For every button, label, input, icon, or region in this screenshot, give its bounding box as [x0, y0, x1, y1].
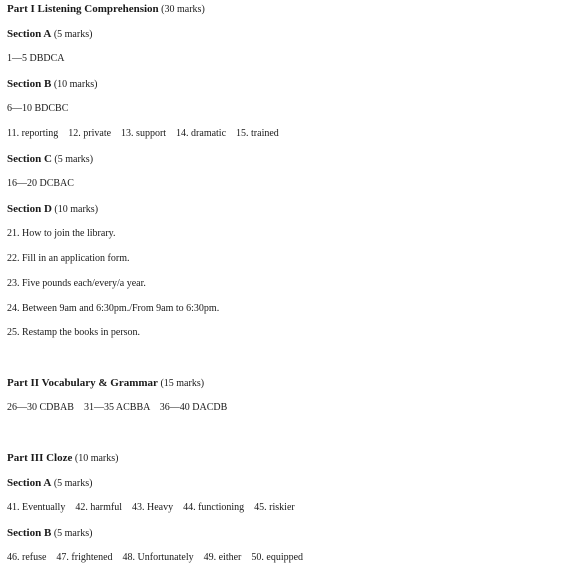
- part3-sectionA-words: 41. Eventually 42. harmful 43. Heavy 44. functioning 45. riskier: [7, 502, 295, 513]
- part3-sectionA-heading: Section A: [7, 477, 52, 489]
- part1-sectionD-item-24: 24. Between 9am and 6:30pm./From 9am to 6:30pm.: [7, 303, 220, 314]
- part1-heading-line: [7, 3, 205, 15]
- part1-sectionD-item-21: 21. How to join the library.: [7, 228, 116, 239]
- part1-sectionA-marks: (5 marks): [53, 29, 93, 40]
- part1-sectionB-marks: (10 marks): [53, 79, 98, 90]
- part3-marks: (10 marks): [74, 453, 119, 464]
- part1-sectionB-heading: Section B: [7, 78, 52, 90]
- part1-sectionD-heading-line: [7, 203, 98, 215]
- part3-heading: Part III Cloze: [7, 452, 73, 464]
- part2-heading-line: [7, 377, 204, 389]
- part1-sectionA-heading: Section A: [7, 28, 52, 40]
- part3-sectionA-heading-line: [7, 477, 92, 489]
- part1-sectionB-words: 11. reporting 12. private 13. support 14. dramatic 15. trained: [7, 128, 279, 139]
- part2-marks: (15 marks): [160, 378, 205, 389]
- part1-sectionB-heading-line: [7, 78, 97, 90]
- part1-sectionD-item-25: 25. Restamp the books in person.: [7, 327, 141, 338]
- part1-sectionC-marks: (5 marks): [54, 154, 94, 165]
- part1-marks: (30 marks): [161, 4, 205, 15]
- part1-sectionD-heading: Section D: [7, 203, 52, 215]
- part3-sectionA-marks: (5 marks): [53, 478, 93, 489]
- part1-heading: Part I Listening Comprehension: [7, 3, 159, 15]
- part2-answers: 26—30 CDBAB 31—35 ACBBA 36—40 DACDB: [7, 402, 228, 413]
- part3-sectionB-heading-line: [7, 527, 92, 539]
- part1-sectionC-heading-line: [7, 153, 93, 165]
- part1-sectionD-marks: (10 marks): [54, 204, 99, 215]
- part3-heading-line: [7, 452, 118, 464]
- part2-heading: Part II Vocabulary & Grammar: [7, 377, 158, 389]
- part1-sectionC-heading: Section C: [7, 153, 52, 165]
- part1-sectionC-answers: 16—20 DCBAC: [7, 178, 74, 189]
- part1-sectionA-answers: 1—5 DBDCA: [7, 53, 65, 64]
- part1-sectionB-answers: 6—10 BDCBC: [7, 103, 69, 114]
- part1-sectionD-item-22: 22. Fill in an application form.: [7, 253, 130, 264]
- part1-sectionD-item-23: 23. Five pounds each/every/a year.: [7, 278, 146, 289]
- part3-sectionB-heading: Section B: [7, 527, 52, 539]
- part3-sectionB-marks: (5 marks): [53, 528, 93, 539]
- part1-sectionA-heading-line: [7, 28, 92, 40]
- part3-sectionB-words: 46. refuse 47. frightened 48. Unfortunately 49. either 50. equipped: [7, 552, 304, 563]
